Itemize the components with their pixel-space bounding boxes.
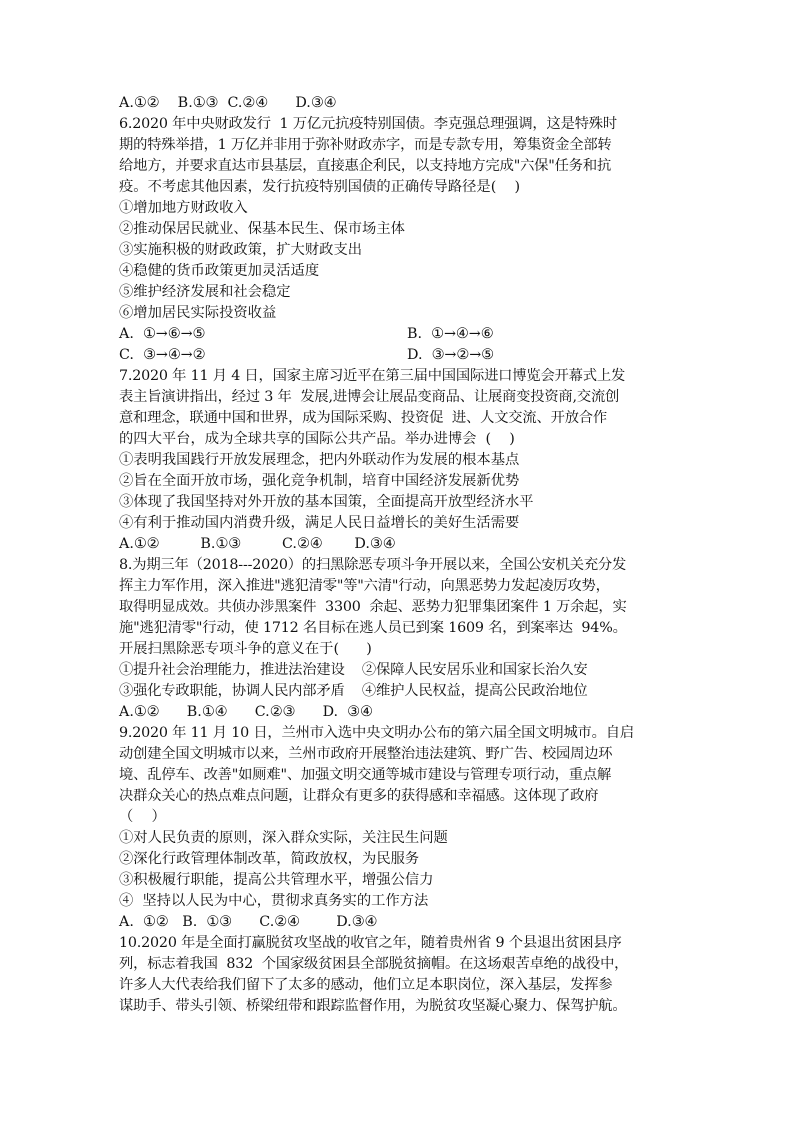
q8-options: A.①② B.①④ C.②③ D. ③④	[119, 704, 373, 720]
q6-stem-line: 6.2020 年中央财政发行 1 万亿元抗疫特别国债。李克强总理强调，这是特殊时	[119, 116, 618, 132]
q8-statement: ③强化专政职能，协调人民内部矛盾 ④维护人民权益，提高公民政治地位	[119, 683, 588, 699]
q6-options-row	[119, 324, 681, 345]
q7-stem-line: 意和理念，联通中国和世界，成为国际采购、投资促 进、人文交流、开放合作	[119, 410, 607, 426]
q9-statement: ①对人民负责的原则，深入群众实际，关注民生问题	[119, 830, 448, 846]
q6-statement: ④稳健的货币政策更加灵活适度	[119, 263, 320, 279]
q6-stem-line: 给地方，并要求直达市县基层，直接惠企利民，以支持地方完成"六保"任务和抗	[119, 158, 612, 174]
q8-statement: ①提升社会治理能力，推进法治建设 ②保障人民安居乐业和国家长治久安	[119, 662, 588, 678]
q9-stem-line: 境、乱停车、改善"如厕难"、加强文明交通等城市建设与管理专项行动，重点解	[119, 767, 612, 783]
q6-stem-line: 期的特殊举措，1 万亿并非用于弥补财政赤字，而是专款专用，筹集资金全部转	[119, 137, 612, 153]
q6-statement: ⑤维护经济发展和社会稳定	[119, 284, 291, 300]
q7-statement: ③体现了我国坚持对外开放的基本国策，全面提高开放型经济水平	[119, 494, 534, 510]
q8-stem-line: 挥主力军作用，深入推进"逃犯清零"等"六清"行动，向黑恶势力发起凌厉攻势，	[119, 578, 610, 594]
q7-stem-line: 的四大平台，成为全球共享的国际公共产品。举办进博会 ( )	[119, 431, 515, 447]
q8-stem-line: 取得明显成效。共侦办涉黑案件 3300 余起、恶势力犯罪集团案件 1 万余起，实	[119, 599, 627, 615]
q10-stem-line: 谋助手、带头引领、桥梁纽带和跟踪监督作用，为脱贫攻坚凝心聚力、保驾护航。	[119, 998, 627, 1014]
document-body	[119, 93, 681, 1017]
q5-options: A.①② B.①③ C.②④ D.③④	[119, 95, 337, 111]
q6-options-row	[119, 345, 681, 366]
q7-statement: ②旨在全面开放市场，强化竞争机制，培育中国经济发展新优势	[119, 473, 520, 489]
q6-option-b: B. ①→④→⑥	[407, 326, 494, 342]
q6-option-d: D. ③→②→⑤	[407, 347, 494, 363]
q6-statement: ⑥增加居民实际投资收益	[119, 305, 277, 321]
q6-statement: ①增加地方财政收入	[119, 200, 248, 216]
q10-stem-line: 列，标志着我国 832 个国家级贫困县全部脱贫摘帽。在这场艰苦卓绝的战役中，	[119, 956, 629, 972]
q10-stem-line: 许多人大代表给我们留下了太多的感动，他们立足本职岗位，深入基层，发挥参	[119, 977, 613, 993]
q9-stem-line: （ ）	[119, 809, 166, 825]
q8-stem-line: 开展扫黑除恶专项斗争的意义在于( )	[119, 641, 372, 657]
q6-statement: ②推动保居民就业、保基本民生、保市场主体	[119, 221, 405, 237]
q7-statement: ①表明我国践行开放发展理念，把内外联动作为发展的根本基点	[119, 452, 520, 468]
q10-stem-line: 10.2020 年是全面打赢脱贫攻坚战的收官之年，随着贵州省 9 个县退出贫困县序	[119, 935, 622, 951]
q7-statement: ④有利于推动国内消费升级，满足人民日益增长的美好生活需要	[119, 515, 520, 531]
q7-options: A.①② B.①③ C.②④ D.③④	[119, 536, 396, 552]
q6-stem-line: 疫。不考虑其他因素，发行抗疫特别国债的正确传导路径是( )	[119, 179, 521, 195]
q6-option-c: C. ③→④→②	[119, 347, 206, 363]
q9-stem-line: 9.2020 年 11 月 10 日，兰州市入选中央文明办公布的第六届全国文明城市。自启	[119, 725, 634, 741]
q9-stem-line: 决群众关心的热点难点问题，让群众有更多的获得感和幸福感。这体现了政府	[119, 788, 599, 804]
q7-stem-line: 7.2020 年 11 月 4 日，国家主席习近平在第三届中国国际进口博览会开幕式上发	[119, 368, 626, 384]
q9-statement: ③积极履行职能，提高公共管理水平，增强公信力	[119, 872, 434, 888]
q6-option-a: A. ①→⑥→⑤	[119, 326, 206, 342]
q6-statement: ③实施积极的财政政策，扩大财政支出	[119, 242, 363, 258]
q9-stem-line: 动创建全国文明城市以来，兰州市政府开展整治违法建筑、野广告、校园周边环	[119, 746, 613, 762]
q8-stem-line: 施"逃犯清零"行动，使 1712 名目标在逃人员已到案 1609 名，到案率达 94%。	[119, 620, 627, 636]
q7-stem-line: 表主旨演讲指出，经过 3 年 发展,进博会让展品变商品、让展商变投资商,交流创	[119, 389, 620, 405]
q9-statement: ②深化行政管理体制改革，简政放权，为民服务	[119, 851, 420, 867]
q9-options: A. ①② B. ①③ C.②④ D.③④	[119, 914, 378, 930]
q9-statement: ④ 坚持以人民为中心，贯彻求真务实的工作方法	[119, 893, 429, 909]
q8-stem-line: 8.为期三年（2018---2020）的扫黑除恶专项斗争开展以来，全国公安机关充分发	[119, 557, 627, 573]
